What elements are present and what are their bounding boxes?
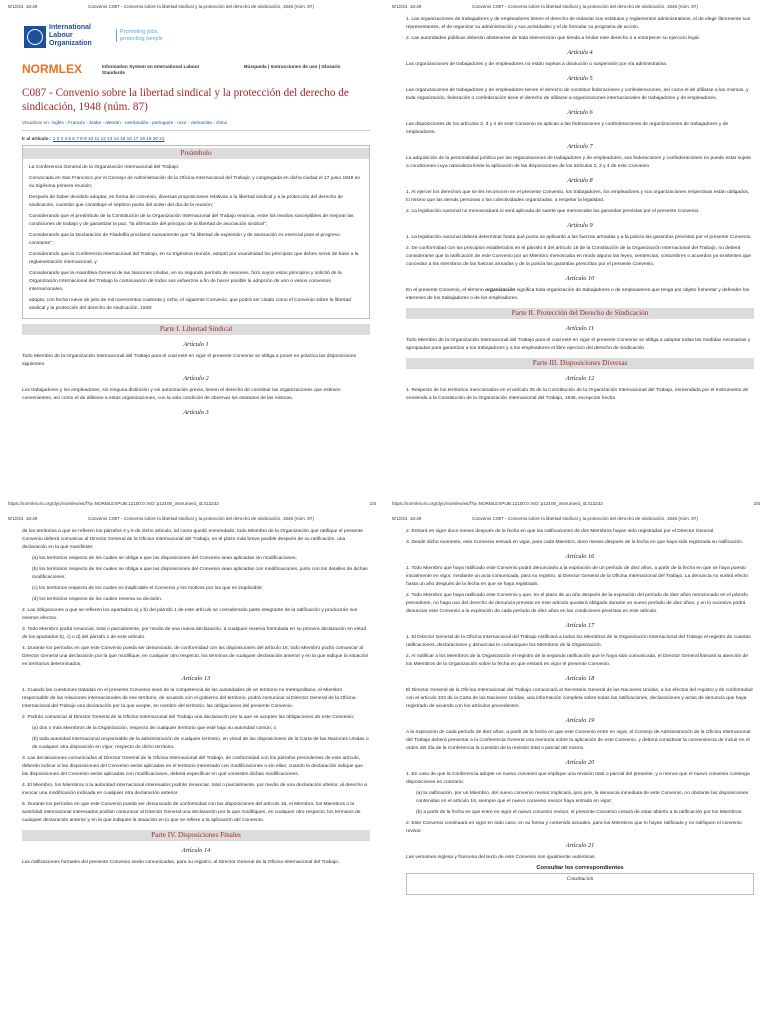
paragraph: Considerando que la Conferencia Internacional del Trabajo, en su trigésima reunión, adoptó por unanimidad los principios que deben servir de base a la reglamentación internacional, y xyxy=(29,252,359,265)
list-item: (b) los territorios respecto de los cuales se obliga a que las disposiciones del Convenio sean aplicadas con modificaciones, junto con los detalles de dichas modificaciones; xyxy=(32,567,368,580)
list-item: (a) los territorios respecto de los cuales se obliga a que las disposiciones del Convenio sean aplicadas sin modificaciones; xyxy=(32,556,297,561)
article-heading: Artículo 10 xyxy=(565,275,595,282)
paragraph: 1. La legislación nacional deberá determinar hasta qué punto se aplicarán a las fuerzas armadas y a la policía las garantías previstas por el presente Convenio. xyxy=(406,235,752,240)
article-heading: Artículo 17 xyxy=(565,622,595,629)
list-item: (a) la ratificación, por un Miembro, del nuevo convenio revisor implicará, ipso jure, la denuncia inmediata de este Convenio, no obstante las disposiciones contenidas en el artículo 16, siempre que el nuevo convenio revisor haya entrado en vigor; xyxy=(416,791,749,804)
normlex-logo[interactable]: NORMLEX xyxy=(22,62,82,76)
article-heading: Artículo 3 xyxy=(183,409,209,416)
list-item: (a) dos o más Miembros de la Organización, respecto de cualquier territorio que esté bajo su autoridad común; o xyxy=(32,726,277,731)
list-item: (c) los territorios respecto de los cuales es inaplicable el Convenio y los motivos por los que es inaplicable; xyxy=(32,586,263,591)
paragraph: Todo Miembro de la Organización Internacional del Trabajo para el cual esté en vigor el presente Convenio se obliga a adoptar todas las medidas necesarias y apropiadas para garantizar a los trabajadores y a los empleadores el libre ejercicio del derecho de sindicación. xyxy=(406,338,751,351)
print-title: Convenio C087 - Convenio sobre la libertad sindical y la protección del derecho de sindicación, 1948 (núm. 87) xyxy=(88,4,314,9)
top-nav[interactable]: Búsqueda | Instrucciones de uso | Glosario xyxy=(244,64,341,69)
paragraph: 1. En caso de que la Conferencia adopte un nuevo convenio que implique una revisión total o parcial del presente, y a menos que el nuevo convenio contenga disposiciones en contrario: xyxy=(406,772,750,785)
article-jump-links[interactable]: 1 2 3 4 5 6 7 8 9 10 11 12 13 14 15 16 17 18 19 20 21 xyxy=(52,136,165,141)
paragraph: 1. Cuando las cuestiones tratadas en el presente Convenio sean de la competencia de las autoridades de un territorio no metropolitano, el Miembro responsable de las relaciones internacionales de ese territorio, de acuerdo con el gobierno del territorio, podrá comunicar al Director General de la Oficina Internacional del Trabajo una declaración por la que acepte, en nombre del territorio, las obligaciones del presente Convenio. xyxy=(22,688,356,709)
paragraph: Convocada en San Francisco por el Consejo de Administración de la Oficina Internacional del Trabajo, y congregada en dicha ciudad el 17 junio 1948 en su trigésima primera reunión; xyxy=(29,176,361,189)
paragraph: Todo Miembro de la Organización Internacional del Trabajo para el cual esté en vigor el presente Convenio se obliga a poner en práctica las disposiciones siguientes. xyxy=(22,354,357,367)
paragraph: Considerando que la Asamblea General de las Naciones Unidas, en su segundo período de sesiones, hizo suyos estos principios y solicitó de la Organización Internacional del Trabajo la continuación de todos sus esfuerzos a fin de hacer posible la adopción de uno o varios convenios internacionales, xyxy=(29,271,342,292)
paragraph: 2. Las autoridades públicas deberán abstenerse de toda intervención que tienda a limitar este derecho o a entorpecer su ejercicio legal. xyxy=(406,36,700,41)
paragraph: Los trabajadores y los empleadores, sin ninguna distinción y sin autorización previa, tienen el derecho de constituir las organizaciones que estimen convenientes, así como el de afiliarse a estas organizaciones, con la sola condición de observar los estatutos de las mismas. xyxy=(22,388,341,401)
preamble-box xyxy=(22,145,370,319)
article-heading: Artículo 11 xyxy=(565,325,595,332)
paragraph: 2. Este Convenio continuará en vigor en todo caso, en su forma y contenido actuales, para los Miembros que lo hayan ratificado y no ratifiquen el convenio revisor. xyxy=(406,821,742,834)
paragraph: Considerando que el preámbulo de la Constitución de la Organización Internacional del Trabajo enuncia, entre los medios susceptibles de mejorar las condiciones de trabajo y de garantizar la paz, "la afirmación del principio de la libertad de asociación sindical"; xyxy=(29,214,354,227)
list-item: (b) a partir de la fecha en que entre en vigor el nuevo convenio revisor, el presente Convenio cesará de estar abierto a la ratificación por los Miembros. xyxy=(416,810,743,815)
paragraph: 1. Todo Miembro que haya ratificado este Convenio podrá denunciarlo a la expiración de un período de diez años, a partir de la fecha en que se haya puesto inicialmente en vigor, mediante un acta comunicada, para su registro, al Director General de la Oficina Internacional del Trabajo. La denuncia no surtirá efecto hasta un año después de la fecha en que se haya registrado. xyxy=(406,566,748,587)
paragraph: 3. Las declaraciones comunicadas al Director General de la Oficina Internacional del Trabajo, de conformidad con los párrafos precedentes de este artículo, deberán indicar si las disposiciones del Convenio serán aplicadas en el territorio interesado con modificaciones o sin ellas; cuando la declaración indique que las disposiciones del Convenio serán aplicadas con modificaciones, deberá especificar en qué consisten dichas modificaciones. xyxy=(22,756,363,777)
article-heading: Artículo 14 xyxy=(181,847,211,854)
consult-heading[interactable]: Consultar los correspondientes xyxy=(536,865,624,871)
system-info: Information System on International Labour Standards xyxy=(102,64,200,75)
page-2 xyxy=(384,0,768,512)
section-heading: Preámbulo xyxy=(23,148,369,159)
print-header: 9/12/24, 16:49 Convenio C087 - Convenio sobre la libertad sindical y la protección del derecho de sindicación, 1948 (núm. 87) xyxy=(392,516,698,521)
page-number: 2/5 xyxy=(753,501,760,506)
paragraph: La Conferencia General de la Organización Internacional del Trabajo: xyxy=(29,165,180,170)
paragraph: 1. Al ejercer los derechos que se les reconocen en el presente Convenio, los trabajadores, los empleadores y sus organizaciones respectivas están obligados, lo mismo que las demás personas o las colectividades organizadas, a respetar la legalidad. xyxy=(406,190,750,203)
paragraph: En el presente Convenio, el término organización significa toda organización de trabajadores o de empleadores que tenga por objeto fomentar y defender los intereses de los trabajadores o de los empleadores. xyxy=(406,288,750,301)
print-date: 9/12/24, 16:49 xyxy=(8,4,38,9)
article-heading: Artículo 9 xyxy=(567,222,593,229)
article-heading: Artículo 16 xyxy=(565,553,595,560)
print-footer: https://normlex.ilo.org/dyn/normlex/es/f?p=NORMLEXPUB:12100:0::NO::p12100_instrument_id:312232 2/5 xyxy=(392,501,760,506)
article-heading: Artículo 12 xyxy=(565,375,595,382)
paragraph: Las versiones inglesa y francesa del texto de este Convenio son igualmente auténticas. xyxy=(406,855,596,860)
article-heading: Artículo 8 xyxy=(567,177,593,184)
list-item: (b) toda autoridad internacional responsable de la administración de cualquier territorio, en virtud de las disposiciones de la Carta de las Naciones Unidas o de cualquier otra disposición en vigor, respecto de dicho territorio. xyxy=(32,737,369,750)
article-heading: Artículo 1 xyxy=(183,341,209,348)
article-heading: Artículo 6 xyxy=(567,109,593,116)
ilo-tagline: Promoting jobs, protecting people xyxy=(116,29,163,42)
article-heading: Artículo 2 xyxy=(183,375,209,382)
ilo-name: International Labour Organization xyxy=(49,24,92,47)
paragraph: 2. Todo Miembro que haya ratificado este Convenio y que, en el plazo de un año después de la expiración del período de diez años mencionado en el párrafo precedente, no haga uso del derecho de denuncia previsto en este artículo quedará obligado durante un nuevo período de diez años, y en lo sucesivo podrá denunciar este Convenio a la expiración de cada período de diez años en las condiciones previstas en este artículo. xyxy=(406,593,748,614)
paragraph: 4. Durante los períodos en que este Convenio pueda ser denunciado, de conformidad con las disposiciones del artículo 16, todo Miembro podrá comunicar al Director General una declaración por la que modifique, en cualquier otro respecto, los términos de cualquier declaración anterior y en la que indique la situación en territorios determinados. xyxy=(22,646,369,667)
paragraph: de los territorios a que se refieren los párrafos 4 y 5 de dicho artículo, tal como quedó enmendado, todo Miembro de la Organización que ratifique el presente Convenio deberá comunicar al Director General de la Oficina Internacional del Trabajo, en el plazo más breve posible después de su ratificación, una declaración en la que manifieste: xyxy=(22,529,363,550)
paragraph: Las disposiciones de los artículos 2, 3 y 4 de este Convenio se aplican a las federaciones y confederaciones de organizaciones de trabajadores y de empleadores. xyxy=(406,122,729,135)
article-heading: Artículo 20 xyxy=(565,759,595,766)
paragraph: La adquisición de la personalidad jurídica por las organizaciones de trabajadores y de empleadores, sus federaciones y confederaciones no puede estar sujeta a condiciones cuya naturaleza limite la aplicación de las disposiciones de los artículos 2, 3 y 4 de este Convenio xyxy=(406,156,751,169)
paragraph: Considerando que la Declaración de Filadelfia proclamó nuevamente que "la libertad de expresión y de asociación es esencial para el progreso constante" ; xyxy=(29,233,340,246)
paragraph: 2. Podrán comunicar al Director General de la Oficina Internacional del Trabajo una declaración por la que se acepten las obligaciones de este Convenio: xyxy=(22,715,355,720)
article-heading: Artículo 19 xyxy=(565,717,595,724)
footer-url: https://normlex.ilo.org/dyn/normlex/es/f?p=NORMLEXPUB:12100:0::NO::p12100_instrument_id:312232 xyxy=(8,501,219,506)
section-heading: Parte II. Protección del Derecho de Sindicación xyxy=(406,308,754,319)
paragraph: Después de haber decidido adoptar, en forma de convenio, diversas proposiciones relativas a la libertad sindical y a la protección del derecho de sindicación, cuestión que constituye el séptimo punto del orden del día de la reunión; xyxy=(29,195,344,208)
paragraph: 2. Las obligaciones a que se refieren los apartados a) y b) del párrafo 1 de este artículo se considerarán parte integrante de la ratificación y producirán sus mismos efectos. xyxy=(22,608,358,621)
paragraph: adopta, con fecha nueve de julio de mil novecientos cuarenta y ocho, el siguiente Convenio, que podrá ser citado como el Convenio sobre la libertad sindical y la protección del derecho de sindicación, 1948: xyxy=(29,298,351,311)
normlex-bar xyxy=(22,60,370,82)
paragraph: 2. La legislación nacional no menoscabará ni será aplicada de suerte que menoscabe las garantías previstas por el presente Convenio. xyxy=(406,209,700,214)
section-heading: Parte III. Disposiciones Diversas xyxy=(406,358,754,369)
paragraph: 4. El Miembro, los Miembros o la autoridad internacional interesados podrán renunciar, total o parcialmente, por medio de una declaración ulterior, al derecho a invocar una modificación indicada en cualquier otra declaración anterior. xyxy=(22,783,367,796)
paragraph: Las organizaciones de trabajadores y de empleadores tienen el derecho de constituir federaciones y confederaciones, así como el de afiliarse a las mismas, y toda organización, federación o confederación tiene el derecho de afiliarse a organizaciones internacionales de trabajadores y de empleadores. xyxy=(406,88,749,101)
references-table xyxy=(406,873,754,895)
paragraph: 2. Entrará en vigor doce meses después de la fecha en que las ratificaciones de dos Miembros hayan sido registradas por el Director General. xyxy=(406,529,715,534)
ilo-header xyxy=(22,22,370,58)
paragraph: 3. Todo Miembro podrá renunciar, total o parcialmente, por medio de una nueva declaración, a cualquier reserva formulada en su primera declaración en virtud de los apartados b), c) o d) del párrafo 1 de este artículo. xyxy=(22,627,367,640)
article-heading: Artículo 7 xyxy=(567,143,593,150)
paragraph: 2. Al notificar a los Miembros de la Organización el registro de la segunda ratificación que le haya sido comunicada, el Director General llamará la atención de los Miembros de la Organización sobre la fecha en que entrará en vigor el presente Convenio. xyxy=(406,654,748,667)
paragraph: 1. Respecto de los territorios mencionados en el artículo 35 de la Constitución de la Organización Internacional del Trabajo, enmendada por el Instrumento de enmienda a la Constitución de la Organización Internacional del Trabajo, 1946, excepción hecha xyxy=(406,388,749,401)
print-header: 9/12/24, 16:49 Convenio C087 - Convenio sobre la libertad sindical y la protección del derecho de sindicación, 1948 (núm. 87) xyxy=(8,516,314,521)
page-4 xyxy=(384,512,768,1024)
paragraph: Las organizaciones de trabajadores y de empleadores no están sujetas a disolución o suspensión por vía administrativa. xyxy=(406,62,668,67)
paragraph: A la expiración de cada período de diez años, a partir de la fecha en que este Convenio entre en vigor, el Consejo de Administración de la Oficina Internacional del Trabajo deberá presentar a la Conferencia General una memoria sobre la aplicación de este Convenio, y deberá considerar la conveniencia de incluir en el orden del día de la Conferencia la cuestión de la revisión total o parcial del mismo. xyxy=(406,730,751,751)
print-footer xyxy=(8,501,376,509)
language-links: Visualizar en: Inglés - Francés - árabe - alemán - neerlandés - portugués - ruso - vietnamita - chino xyxy=(22,120,228,125)
article-heading: Artículo 18 xyxy=(565,675,595,682)
paragraph: 1. El Director General de la Oficina Internacional del Trabajo notificará a todos los Miembros de la Organización Internacional del Trabajo el registro de cuantas ratificaciones, declaraciones y denuncias le comuniquen los Miembros de la Organización. xyxy=(406,635,751,648)
ilo-logo-icon[interactable] xyxy=(24,26,46,48)
page-3 xyxy=(0,512,384,1024)
page-title: C087 - Convenio sobre la libertad sindical y la protección del derecho de sindicación, 1948 (núm. 87) xyxy=(22,87,349,113)
article-heading: Artículo 4 xyxy=(567,49,593,56)
paragraph: 5. Durante los períodos en que este Convenio pueda ser denunciado de conformidad con las disposiciones del artículo 16, el Miembro, los Miembros o la autoridad internacional interesados podrán comunicar al Director General una declaración por la que modifiquen, en cualquier otro respecto, los términos de cualquier declaración anterior y en la que indiquen la situación en lo que se refiere a la aplicación del Convenio. xyxy=(22,802,361,823)
table-header: Constitución xyxy=(566,876,594,882)
paragraph: 3. Desde dicho momento, este Convenio entrará en vigor, para cada Miembro, doce meses después de la fecha en que haya sido registrada su ratificación. xyxy=(406,540,744,545)
paragraph: 1. Las organizaciones de trabajadores y de empleadores tienen el derecho de redactar sus estatutos y reglamentos administrativos, el de elegir libremente sus representantes, el de organizar su administración y sus actividades y el de formular su programa de acción. xyxy=(406,17,751,30)
print-header xyxy=(8,4,376,12)
article-jump: Ir al artículo : 1 2 3 4 5 6 7 8 9 10 11 12 13 14 15 16 17 18 19 20 21 xyxy=(22,136,165,141)
list-item: (d) los territorios respecto de los cuales reserva su decisión. xyxy=(32,597,163,602)
article-heading: Artículo 13 xyxy=(181,675,211,682)
language-link-list[interactable]: Inglés - Francés - árabe - alemán - neerlandés - portugués - ruso - vietnamita - chino xyxy=(51,120,228,125)
page-1 xyxy=(0,0,384,512)
print-header: 9/12/24, 16:49 Convenio C087 - Convenio sobre la libertad sindical y la protección del derecho de sindicación, 1948 (núm. 87) xyxy=(392,4,698,9)
paragraph: 2. De conformidad con los principios establecidos en el párrafo 8 del artículo 19 de la Constitución de la Organización Internacional del Trabajo, no deberá considerarse que la ratificación de este Convenio por un Miembro menoscaba en modo alguno las leyes, sentencias, costumbres o acuerdos ya existentes que concedan a los miembros de las fuerzas armadas y de la policía las garantías prescritas por el presente Convenio. xyxy=(406,246,751,267)
section-heading: Parte IV. Disposiciones Finales xyxy=(22,830,370,841)
defined-term: organización xyxy=(485,288,516,293)
section-heading: Parte I. Libertad Sindical xyxy=(22,324,370,335)
article-heading: Artículo 5 xyxy=(567,75,593,82)
page-number: 1/5 xyxy=(369,501,376,506)
paragraph: El Director General de la Oficina Internacional del Trabajo comunicará al Secretario General de las Naciones Unidas, a los efectos del registro y de conformidad con el artículo 102 de la Carta de las Naciones Unidas, una información completa sobre todas las ratificaciones, declaraciones y actas de denuncia que haya registrado de acuerdo con los artículos precedentes. xyxy=(406,688,753,709)
paragraph: Las ratificaciones formales del presente Convenio serán comunicadas, para su registro, al Director General de la Oficina Internacional del Trabajo. xyxy=(22,860,340,865)
article-heading: Artículo 21 xyxy=(565,842,595,849)
